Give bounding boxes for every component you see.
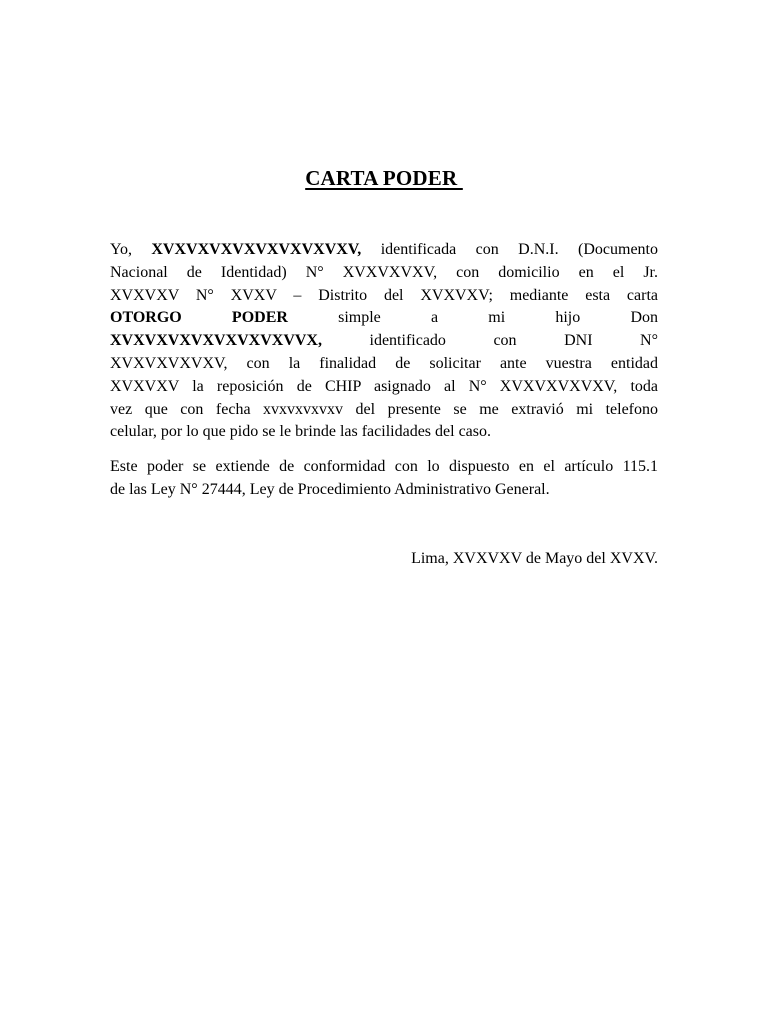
grantor-name: XVXVXVXVXVXVXVXVXV,: [151, 241, 362, 258]
paragraph-line: vez que con fecha xvxvxvxvxv del presente se me extravió mi telefono: [110, 400, 658, 418]
paragraph-line: Este poder se extiende de conformidad con lo dispuesto en el artículo 115.1: [110, 458, 658, 475]
paragraph-line: Nacional de Identidad) N° XVXVXVXV, con domicilio en el Jr.: [110, 263, 658, 281]
grantee-name: XVXVXVXVXVXVXVXVVX,: [110, 332, 322, 350]
paragraph-line: de las Ley N° 27444, Ley de Procedimiento Administrativo General.: [110, 480, 550, 498]
paragraph-line: [110, 307, 658, 330]
paragraph-line: [110, 239, 658, 262]
paragraph-line: XVXVXV N° XVXV – Distrito del XVXVXV; mediante esta carta: [110, 286, 658, 304]
document-title: CARTA PODER: [305, 166, 463, 190]
place-date-line: Lima, XVXVXV de Mayo del XVXV.: [411, 550, 658, 567]
line-text: identificado con DNI N°: [321, 332, 658, 350]
line-text: identificada con D.N.I. (Documento: [361, 241, 659, 258]
body-paragraph-2: [110, 456, 658, 502]
paragraph-line: XVXVXVXVXV, con la finalidad de solicitar ante vuestra entidad: [110, 354, 658, 372]
line-text: Yo,: [110, 241, 152, 258]
paragraph-line: XVXVXV la reposición de CHIP asignado al N° XVXVXVXVXV, toda: [110, 377, 658, 395]
line-text: simple a mi hijo Don: [287, 309, 658, 327]
otorgo-poder-text: OTORGO PODER: [110, 309, 288, 327]
paragraph-line: celular, por lo que pido se le brinde las facilidades del caso.: [110, 423, 491, 441]
body-paragraph-1: [110, 239, 658, 444]
paragraph-line: [110, 330, 658, 353]
